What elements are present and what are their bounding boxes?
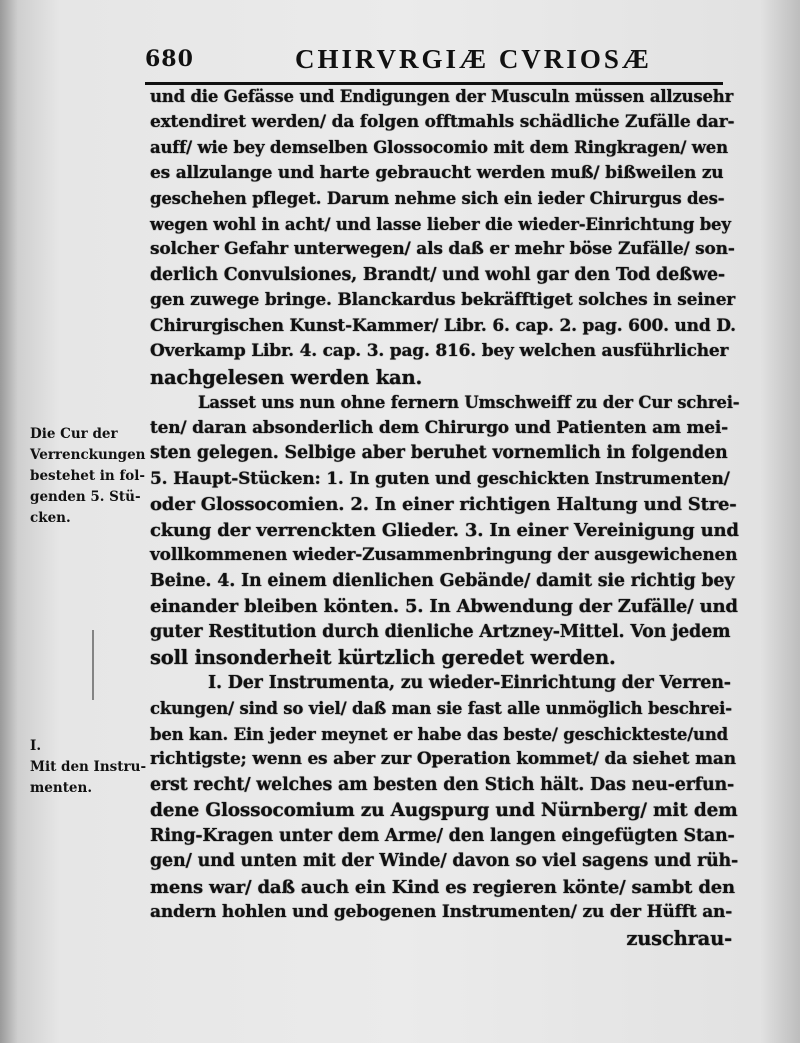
margin-note-line: Die Cur der [30, 426, 118, 442]
text-line: 5. Haupt-Stücken: 1. In guten und geschickten Instrumenten/ [150, 468, 730, 489]
text-line: dene Glossocomium zu Augspurg und Nürnberg/ mit dem [150, 800, 738, 821]
margin-note-instruments [30, 736, 148, 799]
text-line: Chirurgischen Kunst-Kammer/ Libr. 6. cap. 2. pag. 600. und D. [150, 315, 736, 336]
running-title: CHIRVRGIÆ CVRIOSÆ [295, 44, 652, 74]
text-line: Ring-Kragen unter dem Arme/ den langen eingefügten Stan- [150, 825, 735, 846]
page-header [145, 44, 720, 84]
margin-note-cure [30, 424, 148, 529]
text-line: oder Glossocomien. 2. In einer richtigen Haltung und Stre- [150, 494, 737, 515]
text-line: ckung der verrenckten Glieder. 3. In einer Vereinigung und [150, 519, 739, 541]
text-line: solcher Gefahr unterwegen/ als daß er mehr böse Zufälle/ son- [150, 239, 735, 259]
text-line: wegen wohl in acht/ und lasse lieber die wieder-Einrichtung bey [150, 214, 731, 234]
text-line: erst recht/ welches am besten den Stich hält. Das neu-erfun- [150, 774, 735, 795]
margin-note-line: bestehet in fol- [30, 468, 145, 484]
text-line: extendiret werden/ da folgen offtmahls schädliche Zufälle dar- [150, 111, 735, 132]
text-line: soll insonderheit kürtzlich geredet werden. [150, 646, 616, 669]
text-line: Lasset uns nun ohne fernern Umschweiff zu der Cur schrei- [198, 393, 740, 412]
text-line: I. Der Instrumenta, zu wieder-Einrichtung der Verren- [208, 672, 731, 693]
margin-stroke [92, 630, 94, 700]
margin-note-line: cken. [30, 510, 71, 526]
text-line: gen/ und unten mit der Winde/ davon so viel sagens und rüh- [150, 851, 739, 871]
text-line: vollkommenen wieder-Zusammenbringung der ausgewichenen [150, 545, 738, 565]
text-line: nachgelesen werden kan. [150, 365, 423, 389]
margin-note-line: I. [30, 738, 42, 754]
text-line: ben kan. Ein jeder meynet er habe das beste/ geschickteste/und [150, 724, 728, 744]
text-line: geschehen pfleget. Darum nehme sich ein ieder Chirurgus des- [150, 189, 725, 208]
margin-note-line: Verrenckungen [30, 447, 146, 463]
margin-note-line: Mit den Instru- [30, 759, 147, 775]
text-line: ten/ daran absonderlich dem Chirurgo und Patienten am mei- [150, 417, 728, 438]
text-line: guter Restitution durch dienliche Artzney-Mittel. Von jedem [150, 621, 731, 642]
text-line: Overkamp Libr. 4. cap. 3. pag. 816. bey welchen ausführlicher [150, 341, 729, 361]
page-number: 680 [145, 46, 194, 72]
text-line: auff/ wie bey demselben Glossocomio mit dem Ringkragen/ wen [150, 138, 728, 157]
text-line: derlich Convulsiones, Brandt/ und wohl gar den Tod deßwe- [150, 264, 725, 285]
margin-note-line: genden 5. Stü- [30, 489, 141, 505]
text-line: richtigste; wenn es aber zur Operation kommet/ da siehet man [150, 749, 736, 769]
text-line: es allzulange und harte gebraucht werden muß/ bißweilen zu [150, 162, 724, 183]
catchword: zuschrau- [626, 926, 732, 950]
text-line: sten gelegen. Selbige aber beruhet vornemlich in folgenden [150, 443, 728, 463]
text-line: Beine. 4. In einem dienlichen Gebände/ damit sie richtig bey [150, 570, 735, 591]
text-line: und die Gefässe und Endigungen der Musculn müssen allzusehr [150, 87, 734, 106]
text-line: andern hohlen und gebogenen Instrumenten/ zu der Hüfft an- [150, 902, 733, 922]
margin-note-line: menten. [30, 780, 93, 796]
text-line: mens war/ daß auch ein Kind es regieren könte/ sambt den [150, 876, 735, 898]
text-line: gen zuwege bringe. Blanckardus bekräfftiget solches in seiner [150, 290, 736, 310]
text-line: einander bleiben könten. 5. In Abwendung der Zufälle/ und [150, 596, 738, 617]
body-text [150, 84, 740, 951]
text-line: ckungen/ sind so viel/ daß man sie fast alle unmöglich beschrei- [150, 699, 732, 718]
